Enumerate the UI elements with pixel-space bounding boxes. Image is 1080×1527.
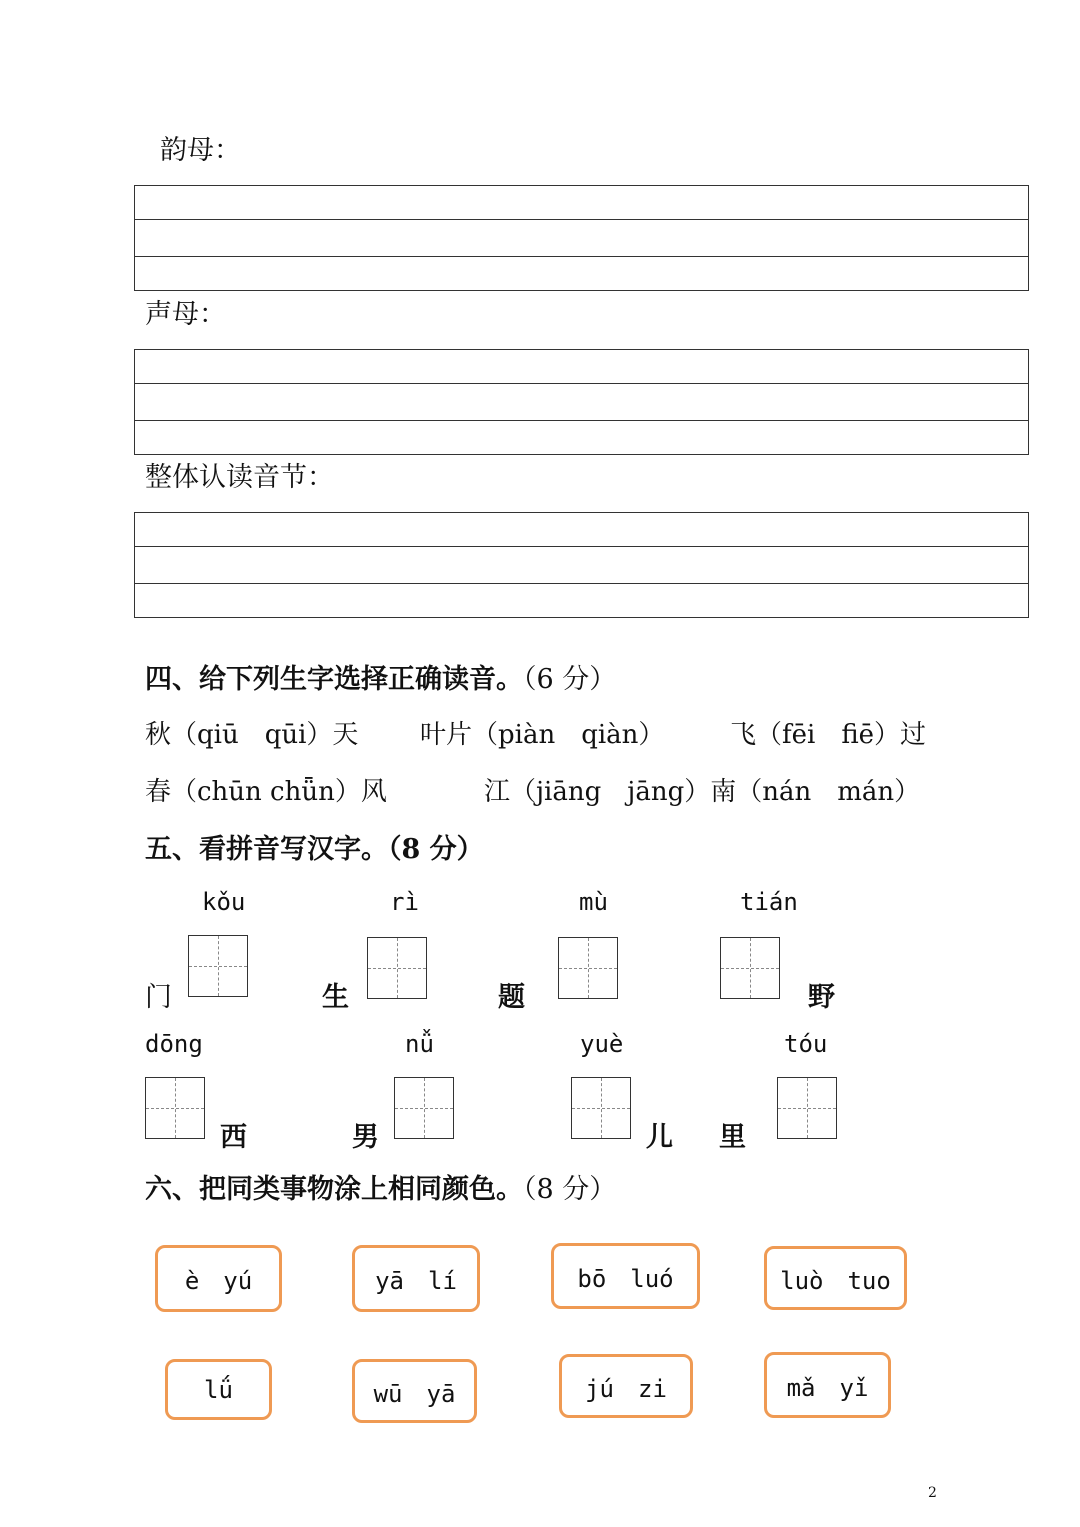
pinyin-mu: mù xyxy=(579,888,608,916)
q6-title-text: 六、把同类事物涂上相同颜色。 xyxy=(145,1174,523,1205)
pinyin-kou: kǒu xyxy=(202,888,246,916)
card-ma-yi[interactable]: mǎ yǐ xyxy=(764,1352,891,1418)
card-e-yu[interactable]: è yú xyxy=(155,1245,282,1312)
card-bo-luo[interactable]: bō luó xyxy=(551,1243,700,1309)
card-wu-ya[interactable]: wū yā xyxy=(352,1359,477,1423)
tianzige-box-kou[interactable] xyxy=(188,935,248,997)
tianzige-box-dong[interactable] xyxy=(145,1077,205,1139)
char-ye: 野 xyxy=(808,982,835,1013)
q4-item-qiutian: 秋（qiū qūi）天 xyxy=(145,720,359,750)
page-number: 2 xyxy=(928,1485,937,1501)
char-er: 儿 xyxy=(646,1122,673,1153)
pinyin-tou: tóu xyxy=(784,1030,828,1058)
yunmu-writing-lines[interactable] xyxy=(134,185,1029,291)
q4-item-chunfeng: 春（chūn chǖn）风 xyxy=(145,777,387,807)
pinyin-dong: dōng xyxy=(145,1030,203,1058)
q6-title xyxy=(145,1167,616,1206)
card-ju-zi[interactable]: jú zi xyxy=(559,1354,693,1418)
char-xi: 西 xyxy=(220,1122,247,1153)
pinyin-yue: yuè xyxy=(580,1030,624,1058)
char-men: 门 xyxy=(145,982,172,1013)
pinyin-nv: nǚ xyxy=(405,1030,434,1058)
yunmu-label: 韵母： xyxy=(160,135,241,166)
q5-points: （8 分） xyxy=(388,834,484,865)
shengmu-writing-lines[interactable] xyxy=(134,349,1029,455)
q4-item-jiangnan: 江（jiāng jāng）南（nán mán） xyxy=(484,777,921,807)
char-sheng: 生 xyxy=(322,982,349,1013)
q4-points: （6 分） xyxy=(523,664,617,695)
tianzige-box-ri[interactable] xyxy=(367,937,427,999)
card-lv[interactable]: lǘ xyxy=(165,1359,272,1420)
char-ti: 题 xyxy=(498,982,525,1013)
card-ya-li[interactable]: yā lí xyxy=(352,1245,480,1312)
tianzige-box-yue[interactable] xyxy=(571,1077,631,1139)
zhengti-writing-lines[interactable] xyxy=(134,512,1029,618)
tianzige-box-tou[interactable] xyxy=(777,1077,837,1139)
q6-points: （8 分） xyxy=(523,1174,617,1205)
q4-title xyxy=(145,657,616,696)
pinyin-tian: tián xyxy=(740,888,798,916)
tianzige-box-nv[interactable] xyxy=(394,1077,454,1139)
char-nan: 男 xyxy=(352,1122,379,1153)
shengmu-label: 声母： xyxy=(145,299,226,330)
q4-title-text: 四、给下列生字选择正确读音。 xyxy=(145,664,523,695)
zhengti-label: 整体认读音节： xyxy=(145,462,334,493)
q4-item-feiguo: 飞（fēi fiē）过 xyxy=(730,720,927,750)
card-luo-tuo[interactable]: luò tuo xyxy=(764,1246,907,1310)
tianzige-box-tian[interactable] xyxy=(720,937,780,999)
pinyin-ri: rì xyxy=(390,888,419,916)
q5-title xyxy=(145,827,484,866)
q5-title-text: 五、看拼音写汉字。 xyxy=(145,834,388,865)
tianzige-box-mu[interactable] xyxy=(558,937,618,999)
q4-item-yepian: 叶片（piàn qiàn） xyxy=(420,720,665,750)
char-li: 里 xyxy=(719,1122,746,1153)
